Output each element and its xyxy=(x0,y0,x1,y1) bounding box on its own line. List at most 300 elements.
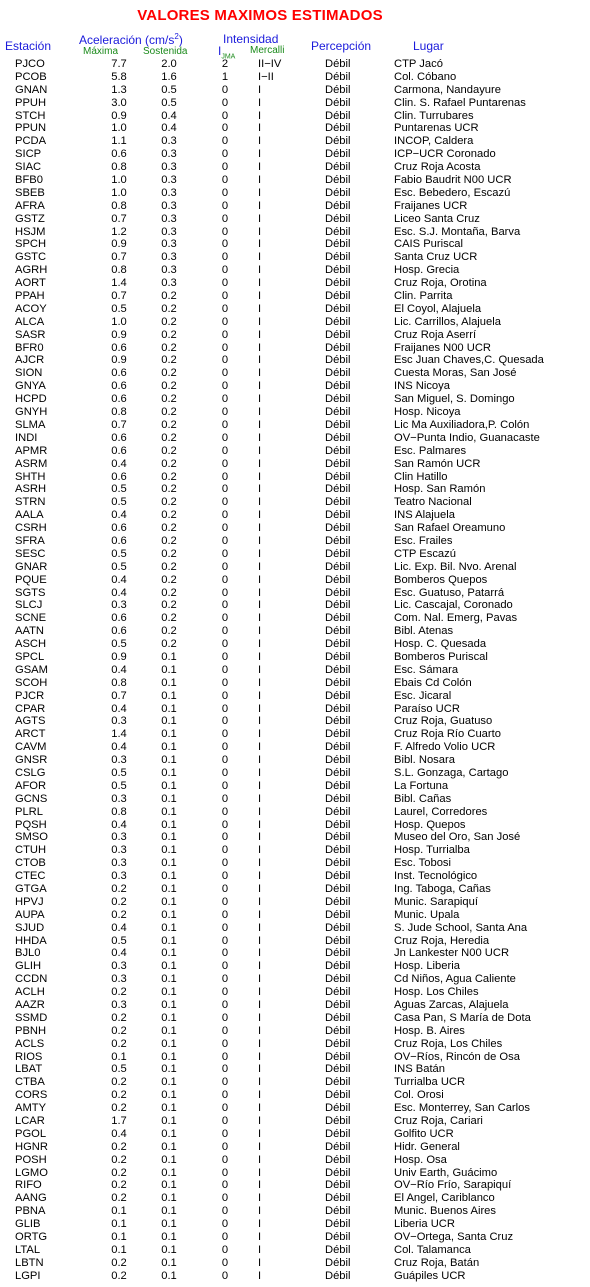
table-row xyxy=(0,857,590,870)
perception: Débil xyxy=(325,1076,351,1089)
table-row xyxy=(0,599,590,612)
table-row xyxy=(0,380,590,393)
location: Esc. Palmares xyxy=(394,444,467,457)
location: Guápiles UCR xyxy=(394,1269,466,1282)
station-code: ALCA xyxy=(15,315,45,328)
table-row xyxy=(0,277,590,290)
jma-intensity: 0 xyxy=(221,431,229,444)
max-acceleration: 0.8 xyxy=(111,199,127,212)
table-row xyxy=(0,806,590,819)
perception: Débil xyxy=(325,741,351,754)
mercalli-intensity: I xyxy=(258,870,262,883)
sustained-acceleration: 0.2 xyxy=(161,573,177,586)
station-code: PCOB xyxy=(15,70,47,83)
sustained-acceleration: 0.2 xyxy=(161,638,177,651)
sustained-acceleration: 0.1 xyxy=(161,728,177,741)
sustained-acceleration: 0.1 xyxy=(161,689,177,702)
station-code: SESC xyxy=(15,547,46,560)
max-acceleration: 0.9 xyxy=(111,328,127,341)
location: Cruz Roja, Orotina xyxy=(394,277,487,290)
mercalli-intensity: I xyxy=(258,251,262,264)
mercalli-intensity: II−IV xyxy=(258,58,282,70)
max-acceleration: 0.3 xyxy=(111,973,127,986)
mercalli-intensity: I xyxy=(258,805,262,818)
perception: Débil xyxy=(325,1243,351,1256)
table-row xyxy=(0,612,590,625)
mercalli-intensity: I xyxy=(258,199,262,212)
table-row xyxy=(0,174,590,187)
sustained-acceleration: 0.1 xyxy=(161,741,177,754)
perception: Débil xyxy=(325,1037,351,1050)
perception: Débil xyxy=(325,638,351,651)
table-row xyxy=(0,535,590,548)
perception: Débil xyxy=(325,1192,351,1205)
perception: Débil xyxy=(325,1205,351,1218)
perception: Débil xyxy=(325,715,351,728)
jma-intensity: 0 xyxy=(221,741,229,754)
station-code: AORT xyxy=(15,277,46,290)
jma-intensity: 0 xyxy=(221,483,229,496)
table-row xyxy=(0,1102,590,1115)
perception: Débil xyxy=(325,999,351,1012)
mercalli-intensity: I xyxy=(258,921,262,934)
max-acceleration: 0.8 xyxy=(111,161,127,174)
station-code: GNYA xyxy=(15,380,46,393)
table-row xyxy=(0,883,590,896)
table-row xyxy=(0,1218,590,1231)
sustained-acceleration: 0.1 xyxy=(161,1205,177,1218)
table-row xyxy=(0,161,590,174)
station-code: PQUE xyxy=(15,573,47,586)
mercalli-intensity: I xyxy=(258,1166,262,1179)
sustained-acceleration: 0.1 xyxy=(161,1269,177,1282)
jma-intensity: 0 xyxy=(221,534,229,547)
mercalli-intensity: I xyxy=(258,573,262,586)
sustained-acceleration: 0.2 xyxy=(161,393,177,406)
station-code: ARCT xyxy=(15,728,46,741)
sustained-acceleration: 0.3 xyxy=(161,225,177,238)
perception: Débil xyxy=(325,83,351,96)
table-row xyxy=(0,458,590,471)
station-code: CPAR xyxy=(15,702,46,715)
table-row xyxy=(0,896,590,909)
max-acceleration: 0.5 xyxy=(111,638,127,651)
mercalli-intensity: I xyxy=(258,431,262,444)
max-acceleration: 0.2 xyxy=(111,1037,127,1050)
location: OV−Ortega, Santa Cruz xyxy=(394,1231,514,1244)
mercalli-intensity: I−II xyxy=(258,70,274,83)
station-code: CSLG xyxy=(15,766,46,779)
station-code: GSTZ xyxy=(15,212,45,225)
station-code: SLCJ xyxy=(15,599,43,612)
max-acceleration: 0.6 xyxy=(111,522,127,535)
station-code: HSJM xyxy=(15,225,46,238)
mercalli-intensity: I xyxy=(258,934,262,947)
perception: Débil xyxy=(325,689,351,702)
location: OV−Punta Indio, Guanacaste xyxy=(394,431,540,444)
jma-intensity: 0 xyxy=(221,599,229,612)
table-row xyxy=(0,110,590,123)
table-row xyxy=(0,419,590,432)
location: Hosp. Quepos xyxy=(394,818,466,831)
sustained-acceleration: 0.1 xyxy=(161,831,177,844)
jma-intensity: 0 xyxy=(221,1166,229,1179)
table-row xyxy=(0,960,590,973)
table-row xyxy=(0,135,590,148)
mercalli-intensity: I xyxy=(258,135,262,148)
perception: Débil xyxy=(325,70,351,83)
location: Lic Ma Auxiliadora,P. Colón xyxy=(394,418,530,431)
sustained-acceleration: 0.5 xyxy=(161,83,177,96)
max-acceleration: 0.2 xyxy=(111,1192,127,1205)
mercalli-intensity: I xyxy=(258,509,262,522)
sustained-acceleration: 0.3 xyxy=(161,135,177,148)
sustained-acceleration: 0.2 xyxy=(161,599,177,612)
max-acceleration: 1.1 xyxy=(111,135,127,148)
jma-intensity: 0 xyxy=(221,290,229,303)
location: Hosp. C. Quesada xyxy=(394,638,487,651)
jma-intensity: 0 xyxy=(221,908,229,921)
mercalli-intensity: I xyxy=(258,1102,262,1115)
mercalli-intensity: I xyxy=(258,818,262,831)
mercalli-intensity: I xyxy=(258,148,262,161)
header-aceleracion-text: Aceleración (cm/s xyxy=(79,33,175,47)
mercalli-intensity: I xyxy=(258,457,262,470)
sustained-acceleration: 0.3 xyxy=(161,174,177,187)
station-code: AGTS xyxy=(15,715,46,728)
sustained-acceleration: 2.0 xyxy=(161,58,177,70)
table-row xyxy=(0,1179,590,1192)
location: Bomberos Puriscal xyxy=(394,650,488,663)
sustained-acceleration: 0.1 xyxy=(161,1115,177,1128)
station-code: SJUD xyxy=(15,921,45,934)
sustained-acceleration: 0.2 xyxy=(161,302,177,315)
station-code: CAVM xyxy=(15,741,47,754)
sustained-acceleration: 0.1 xyxy=(161,1024,177,1037)
station-code: INDI xyxy=(15,431,38,444)
sustained-acceleration: 0.1 xyxy=(161,999,177,1012)
location: Clin. Parrita xyxy=(394,290,453,303)
station-code: GNAN xyxy=(15,83,48,96)
sustained-acceleration: 0.1 xyxy=(161,1089,177,1102)
perception: Débil xyxy=(325,650,351,663)
table-row xyxy=(0,1128,590,1141)
station-code: ASCH xyxy=(15,638,47,651)
location: Hosp. Liberia xyxy=(394,960,460,973)
max-acceleration: 0.2 xyxy=(111,1269,127,1282)
perception: Débil xyxy=(325,818,351,831)
mercalli-intensity: I xyxy=(258,393,262,406)
max-acceleration: 0.2 xyxy=(111,1102,127,1115)
perception: Débil xyxy=(325,1024,351,1037)
station-code: LCAR xyxy=(15,1115,45,1128)
sustained-acceleration: 0.1 xyxy=(161,895,177,908)
table-row xyxy=(0,973,590,986)
jma-intensity: 0 xyxy=(221,973,229,986)
jma-intensity: 0 xyxy=(221,1218,229,1231)
max-acceleration: 0.6 xyxy=(111,444,127,457)
mercalli-intensity: I xyxy=(258,1050,262,1063)
table-row xyxy=(0,1051,590,1064)
mercalli-intensity: I xyxy=(258,999,262,1012)
sustained-acceleration: 0.2 xyxy=(161,457,177,470)
perception: Débil xyxy=(325,315,351,328)
station-code: PPUN xyxy=(15,122,47,135)
max-acceleration: 0.4 xyxy=(111,1127,127,1140)
location: Lic. Cascajal, Coronado xyxy=(394,599,513,612)
sustained-acceleration: 0.2 xyxy=(161,380,177,393)
perception: Débil xyxy=(325,238,351,251)
jma-intensity: 0 xyxy=(221,650,229,663)
mercalli-intensity: I xyxy=(258,534,262,547)
sustained-acceleration: 0.1 xyxy=(161,1231,177,1244)
sustained-acceleration: 0.1 xyxy=(161,1192,177,1205)
header-maxima: Máxima xyxy=(83,46,119,57)
location: Fabio Baudrit N00 UCR xyxy=(394,174,512,187)
mercalli-intensity: I xyxy=(258,947,262,960)
sustained-acceleration: 0.5 xyxy=(161,96,177,109)
table-row xyxy=(0,1205,590,1218)
jma-intensity: 0 xyxy=(221,895,229,908)
perception: Débil xyxy=(325,290,351,303)
location: Col. Cóbano xyxy=(394,70,457,83)
table-row xyxy=(0,561,590,574)
table-row xyxy=(0,251,590,264)
perception: Débil xyxy=(325,1231,351,1244)
sustained-acceleration: 0.1 xyxy=(161,908,177,921)
station-table xyxy=(0,58,590,1283)
sustained-acceleration: 0.2 xyxy=(161,406,177,419)
sustained-acceleration: 0.1 xyxy=(161,857,177,870)
mercalli-intensity: I xyxy=(258,766,262,779)
station-code: AALA xyxy=(15,509,44,522)
table-row xyxy=(0,767,590,780)
location: F. Alfredo Volio UCR xyxy=(394,741,496,754)
jma-intensity: 0 xyxy=(221,663,229,676)
jma-intensity: 0 xyxy=(221,1089,229,1102)
jma-intensity: 0 xyxy=(221,1153,229,1166)
perception: Débil xyxy=(325,973,351,986)
mercalli-intensity: I xyxy=(258,663,262,676)
mercalli-intensity: I xyxy=(258,883,262,895)
perception: Débil xyxy=(325,805,351,818)
jma-intensity: 0 xyxy=(221,689,229,702)
table-row xyxy=(0,1270,590,1283)
max-acceleration: 0.2 xyxy=(111,1153,127,1166)
station-code: GSTC xyxy=(15,251,47,264)
mercalli-intensity: I xyxy=(258,857,262,870)
station-code: GLIB xyxy=(15,1218,41,1231)
perception: Débil xyxy=(325,857,351,870)
mercalli-intensity: I xyxy=(258,547,262,560)
max-acceleration: 0.4 xyxy=(111,663,127,676)
station-code: SHTH xyxy=(15,470,46,483)
max-acceleration: 0.8 xyxy=(111,805,127,818)
table-row xyxy=(0,715,590,728)
location: Col. Orosi xyxy=(394,1089,444,1102)
sustained-acceleration: 0.1 xyxy=(161,702,177,715)
table-row xyxy=(0,354,590,367)
location: Cruz Roja Aserrí xyxy=(394,328,477,341)
sustained-acceleration: 0.1 xyxy=(161,1127,177,1140)
jma-intensity: 0 xyxy=(221,1115,229,1128)
station-code: ORTG xyxy=(15,1231,48,1244)
max-acceleration: 0.3 xyxy=(111,754,127,767)
perception: Débil xyxy=(325,367,351,380)
perception: Débil xyxy=(325,986,351,999)
perception: Débil xyxy=(325,1256,351,1269)
jma-intensity: 0 xyxy=(221,1102,229,1115)
jma-intensity: 0 xyxy=(221,999,229,1012)
perception: Débil xyxy=(325,457,351,470)
station-code: LGPI xyxy=(15,1269,41,1282)
station-code: AFOR xyxy=(15,779,47,792)
station-code: GLIH xyxy=(15,960,42,973)
station-code: AANG xyxy=(15,1192,47,1205)
location: Jn Lankester N00 UCR xyxy=(394,947,510,960)
max-acceleration: 0.2 xyxy=(111,1011,127,1024)
jma-intensity: 0 xyxy=(221,83,229,96)
jma-intensity: 0 xyxy=(221,1205,229,1218)
mercalli-intensity: I xyxy=(258,212,262,225)
max-acceleration: 0.2 xyxy=(111,1166,127,1179)
max-acceleration: 0.7 xyxy=(111,212,127,225)
max-acceleration: 1.2 xyxy=(111,225,127,238)
table-row xyxy=(0,213,590,226)
perception: Débil xyxy=(325,534,351,547)
mercalli-intensity: I xyxy=(258,986,262,999)
station-code: SLMA xyxy=(15,418,46,431)
max-acceleration: 0.7 xyxy=(111,251,127,264)
jma-intensity: 0 xyxy=(221,947,229,960)
station-code: ASRH xyxy=(15,483,47,496)
sustained-acceleration: 0.4 xyxy=(161,122,177,135)
mercalli-intensity: I xyxy=(258,715,262,728)
perception: Débil xyxy=(325,418,351,431)
table-row xyxy=(0,1089,590,1102)
jma-intensity: 0 xyxy=(221,728,229,741)
location: Esc. S.J. Montaña, Barva xyxy=(394,225,521,238)
station-code: ACLH xyxy=(15,986,45,999)
station-code: STRN xyxy=(15,496,46,509)
mercalli-intensity: I xyxy=(258,1269,262,1282)
station-code: BJL0 xyxy=(15,947,41,960)
sustained-acceleration: 0.2 xyxy=(161,341,177,354)
max-acceleration: 0.5 xyxy=(111,496,127,509)
location: Bibl. Cañas xyxy=(394,792,452,805)
station-code: GTGA xyxy=(15,883,47,895)
max-acceleration: 0.6 xyxy=(111,612,127,625)
location: San Miguel, S. Domingo xyxy=(394,393,515,406)
max-acceleration: 0.8 xyxy=(111,676,127,689)
perception: Débil xyxy=(325,109,351,122)
station-code: GNAR xyxy=(15,560,48,573)
jma-intensity: 0 xyxy=(221,161,229,174)
table-row xyxy=(0,316,590,329)
mercalli-intensity: I xyxy=(258,676,262,689)
location: Munic. Sarapiquí xyxy=(394,895,478,908)
max-acceleration: 0.5 xyxy=(111,560,127,573)
location: CAIS Puriscal xyxy=(394,238,464,251)
sustained-acceleration: 0.1 xyxy=(161,1063,177,1076)
sustained-acceleration: 0.1 xyxy=(161,870,177,883)
mercalli-intensity: I xyxy=(258,1153,262,1166)
jma-intensity: 0 xyxy=(221,509,229,522)
mercalli-intensity: I xyxy=(258,290,262,303)
station-code: PPAH xyxy=(15,290,45,303)
sustained-acceleration: 0.3 xyxy=(161,199,177,212)
location: Bibl. Nosara xyxy=(394,754,455,767)
max-acceleration: 0.2 xyxy=(111,1179,127,1192)
perception: Débil xyxy=(325,908,351,921)
sustained-acceleration: 0.2 xyxy=(161,522,177,535)
jma-intensity: 0 xyxy=(221,625,229,638)
sustained-acceleration: 0.1 xyxy=(161,792,177,805)
page-title: VALORES MAXIMOS ESTIMADOS xyxy=(137,7,383,24)
header-estacion: Estación xyxy=(5,39,52,53)
table-row xyxy=(0,690,590,703)
location: Esc. Tobosi xyxy=(394,857,452,870)
mercalli-intensity: I xyxy=(258,174,262,187)
station-code: SGTS xyxy=(15,586,46,599)
location: Hosp. Nicoya xyxy=(394,406,461,419)
jma-intensity: 0 xyxy=(221,857,229,870)
mercalli-intensity: I xyxy=(258,1256,262,1269)
mercalli-intensity: I xyxy=(258,186,262,199)
perception: Débil xyxy=(325,406,351,419)
header-mercalli: Mercalli xyxy=(250,45,285,56)
table-row xyxy=(0,1257,590,1270)
sustained-acceleration: 0.1 xyxy=(161,754,177,767)
max-acceleration: 1.0 xyxy=(111,174,127,187)
mercalli-intensity: I xyxy=(258,1076,262,1089)
table-row xyxy=(0,1231,590,1244)
table-row xyxy=(0,522,590,535)
table-row xyxy=(0,664,590,677)
max-acceleration: 0.2 xyxy=(111,1076,127,1089)
max-acceleration: 0.8 xyxy=(111,406,127,419)
header-sostenida: Sostenida xyxy=(143,46,188,57)
location: Cd Niños, Agua Caliente xyxy=(394,973,516,986)
station-code: PJCO xyxy=(15,58,45,70)
station-code: AAZR xyxy=(15,999,45,1012)
perception: Débil xyxy=(325,470,351,483)
perception: Débil xyxy=(325,509,351,522)
station-code: PBNH xyxy=(15,1024,47,1037)
location: Hosp. Osa xyxy=(394,1153,447,1166)
location: INS Nicoya xyxy=(394,380,450,393)
perception: Débil xyxy=(325,354,351,367)
table-row xyxy=(0,393,590,406)
perception: Débil xyxy=(325,302,351,315)
jma-intensity: 0 xyxy=(221,302,229,315)
perception: Débil xyxy=(325,586,351,599)
table-row xyxy=(0,651,590,664)
mercalli-intensity: I xyxy=(258,315,262,328)
header-lugar: Lugar xyxy=(413,39,444,53)
jma-intensity: 0 xyxy=(221,638,229,651)
jma-intensity: 0 xyxy=(221,844,229,857)
location: Lic. Carrillos, Alajuela xyxy=(394,315,501,328)
max-acceleration: 0.8 xyxy=(111,264,127,277)
perception: Débil xyxy=(325,754,351,767)
sustained-acceleration: 0.1 xyxy=(161,1140,177,1153)
location: Hidr. General xyxy=(394,1140,460,1153)
location: Aguas Zarcas, Alajuela xyxy=(394,999,509,1012)
perception: Débil xyxy=(325,161,351,174)
perception: Débil xyxy=(325,547,351,560)
table-row xyxy=(0,187,590,200)
